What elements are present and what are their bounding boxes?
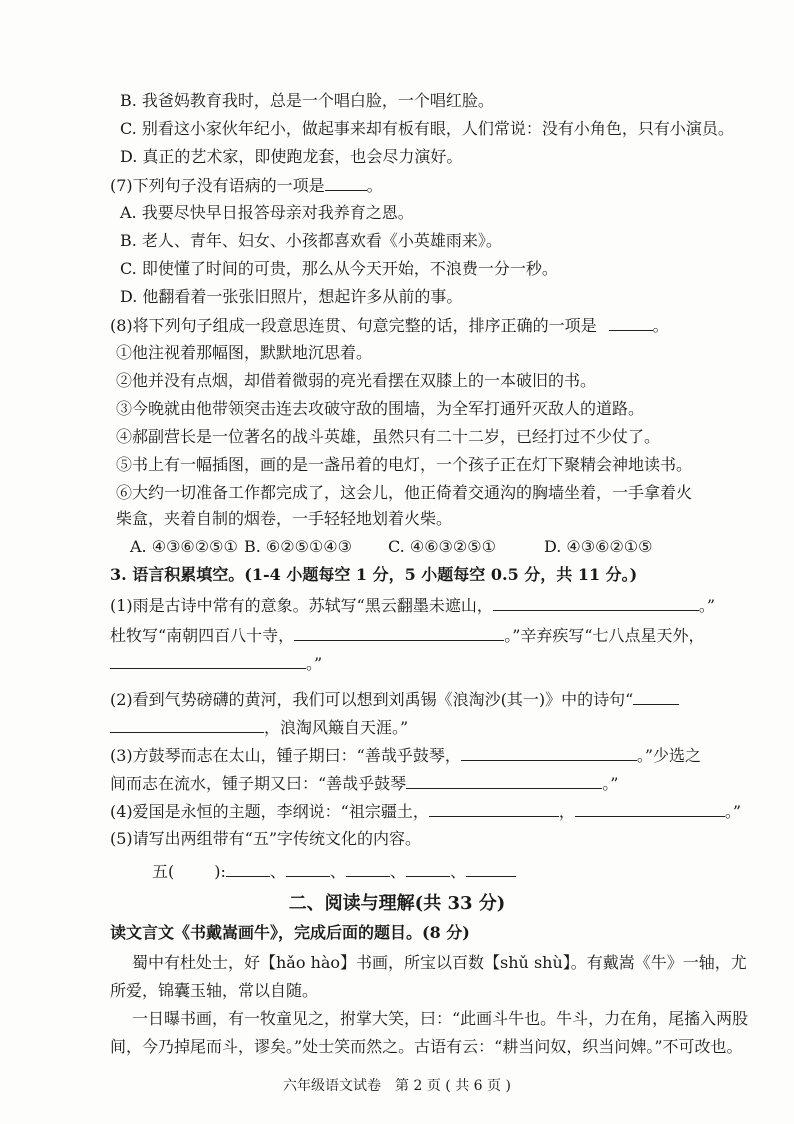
q3-part3-text-a: (3)方鼓琴而志在太山，锺子期曰：“善哉乎鼓琴， (110, 746, 461, 765)
q3-part5-close: ): (214, 862, 226, 881)
q3-part1-text-a: (1)雨是古诗中常有的意象。苏轼写“黑云翻墨未遮山， (110, 596, 493, 615)
q3-part2-line1 (110, 688, 679, 711)
q8-sentence-3: ③今晚就由他带领突击连去攻破守敌的围墙，为全军打通歼灭敌人的道路。 (116, 399, 645, 418)
q3-title: 3. 语言积累填空。(1-4 小题每空 1 分，5 小题每空 0.5 分，共 11 分。) (110, 565, 638, 584)
reading-para2-line1: 一日曝书画，有一牧童见之，拊掌大笑，曰：“此画斗牛也。牛斗，力在角，尾搐入两股 (132, 1009, 749, 1028)
q8-sentence-5: ⑤书上有一幅插图，画的是一盏吊着的电灯，一个孩子正在灯下聚精会神地读书。 (116, 455, 693, 474)
q7-option-d: D. 他翻看着一张张旧照片，想起许多从前的事。 (120, 287, 463, 306)
q3-part5-sep-3: 、 (389, 862, 406, 881)
q3-part5-blank-4[interactable] (406, 860, 450, 877)
q3-part3-line1 (110, 744, 701, 767)
q3-part3-text-c: 间而志在流水，锺子期又曰：“善哉乎鼓琴 (110, 774, 407, 793)
q3-part1-blank-3[interactable] (110, 652, 306, 669)
page-footer: 六年级语文试卷 第 2 页 ( 共 6 页 ) (283, 1078, 511, 1094)
q8-option-a: A. ④③⑥②⑤① (130, 537, 238, 556)
q8-option-d: D. ④③⑥②①⑤ (544, 537, 653, 556)
q8-stem (110, 314, 669, 337)
q7-stem-text: (7)下列句子没有语病的一项是 (110, 176, 325, 195)
q3-part1-text-e: 。” (306, 654, 323, 673)
q3-part3-blank-2[interactable] (406, 772, 602, 789)
q3-part5-blank-1[interactable] (226, 860, 270, 877)
q3-part1-blank-2[interactable] (294, 624, 504, 641)
q3-part1-line3 (110, 652, 322, 675)
q8-answer-blank[interactable] (609, 314, 653, 331)
q7-option-b: B. 老人、青年、妇女、小孩都喜欢看《小英雄雨来》。 (120, 231, 502, 250)
reading-intro: 读文言文《书戴嵩画牛》，完成后面的题目。(8 分) (110, 923, 470, 942)
q3-part5-blank-5[interactable] (466, 860, 516, 877)
q8-option-c: C. ④⑥③②⑤① (388, 537, 496, 556)
q3-part3-text-b: 。”少选之 (636, 746, 702, 765)
q3-part5-answers (152, 860, 516, 883)
section-2-title: 二、阅读与理解(共 33 分) (288, 893, 506, 914)
q8-sentence-6-line1: ⑥大约一切准备工作都完成了，这会儿，他正倚着交通沟的胸墙坐着，一手拿着火 (116, 483, 693, 502)
q3-part4-text-a: (4)爱国是永恒的主题，李纲说：“祖宗疆土， (110, 802, 429, 821)
q3-part4-text-c: 。” (724, 802, 742, 821)
q6-option-d: D. 真正的艺术家，即使跑龙套，也会尽力演好。 (120, 147, 463, 166)
q3-part5-sep-4: 、 (449, 862, 466, 881)
q3-part2-line2 (110, 716, 408, 739)
q3-part2-blank-1[interactable] (633, 688, 679, 705)
q3-part2-blank-2[interactable] (110, 716, 264, 733)
q8-option-b: B. ⑥②⑤①④③ (244, 537, 352, 556)
q3-part4-text-b: ， (558, 802, 575, 821)
q3-part1-text-d: 。”辛弃疾写“七八点星天外， (504, 626, 705, 645)
q6-option-c: C. 别看这小家伙年纪小，做起事来却有板有眼，人们常说：没有小角色，只有小演员。 (120, 119, 734, 138)
q3-part1-text-c: 杜牧写“南朝四百八十寺， (110, 626, 295, 645)
q3-part1-line2 (110, 624, 705, 647)
q8-stem-text: (8)将下列句子组成一段意思连贯、句意完整的话，排序正确的一项是 (110, 316, 597, 335)
q8-sentence-2: ②他并没有点烟，却借着微弱的亮光看摆在双膝上的一本破旧的书。 (116, 371, 597, 390)
q7-answer-blank[interactable] (325, 174, 367, 191)
q8-sentence-1: ①他注视着那幅图，默默地沉思着。 (116, 343, 373, 362)
q6-option-b: B. 我爸妈教育我时，总是一个唱白脸，一个唱红脸。 (120, 91, 494, 110)
q8-sentence-4: ④郝副营长是一位著名的战斗英雄，虽然只有二十二岁，已经打过不少仗了。 (116, 427, 661, 446)
q3-part5-sep-1: 、 (269, 862, 286, 881)
q3-part5-label: 五( (152, 862, 175, 881)
reading-para1-line1: 蜀中有杜处士，好【hǎo hào】书画，所宝以百数【shǔ shù】。有戴嵩《牛》一轴，尤 (132, 953, 747, 972)
q8-stem-end: 。 (652, 316, 669, 335)
q3-part1-text-b: 。” (698, 596, 716, 615)
q3-part3-blank-1[interactable] (461, 744, 637, 761)
q3-part3-text-d: 。” (602, 774, 619, 793)
q3-part5-blank-2[interactable] (286, 860, 330, 877)
reading-para1-line2: 所爱，锦囊玉轴，常以自随。 (110, 981, 319, 1000)
q3-part5: (5)请写出两组带有“五”字传统文化的内容。 (110, 829, 422, 848)
q3-part1-blank-1[interactable] (493, 594, 699, 611)
q7-option-c: C. 即使懂了时间的可贵，那么从今天开始，不浪费一分一秒。 (120, 259, 558, 278)
q7-stem (110, 174, 383, 197)
q3-part1-line1 (110, 594, 715, 617)
q3-part5-sep-2: 、 (329, 862, 346, 881)
reading-para2-line2: 间，今乃掉尾而斗，谬矣。”处士笑而然之。古语有云：“耕当问奴，织当问婢。”不可改也。 (110, 1037, 743, 1056)
q3-part4 (110, 800, 741, 823)
q3-part3-line2 (110, 772, 618, 795)
q3-part2-text-b: ，浪淘风簸自天涯。” (264, 718, 409, 737)
q3-part5-blank-3[interactable] (346, 860, 390, 877)
q7-stem-end: 。 (366, 176, 383, 195)
q8-options (130, 536, 653, 558)
q7-option-a: A. 我要尽快早日报答母亲对我养育之恩。 (120, 203, 414, 222)
q3-part4-blank-1[interactable] (429, 800, 559, 817)
q3-part2-text-a: (2)看到气势磅礴的黄河，我们可以想到刘禹锡《浪淘沙(其一)》中的诗句“ (110, 690, 634, 709)
q8-sentence-6-line2: 柴盒，夹着自制的烟卷，一手轻轻地划着火柴。 (116, 509, 453, 528)
q3-part4-blank-2[interactable] (575, 800, 725, 817)
